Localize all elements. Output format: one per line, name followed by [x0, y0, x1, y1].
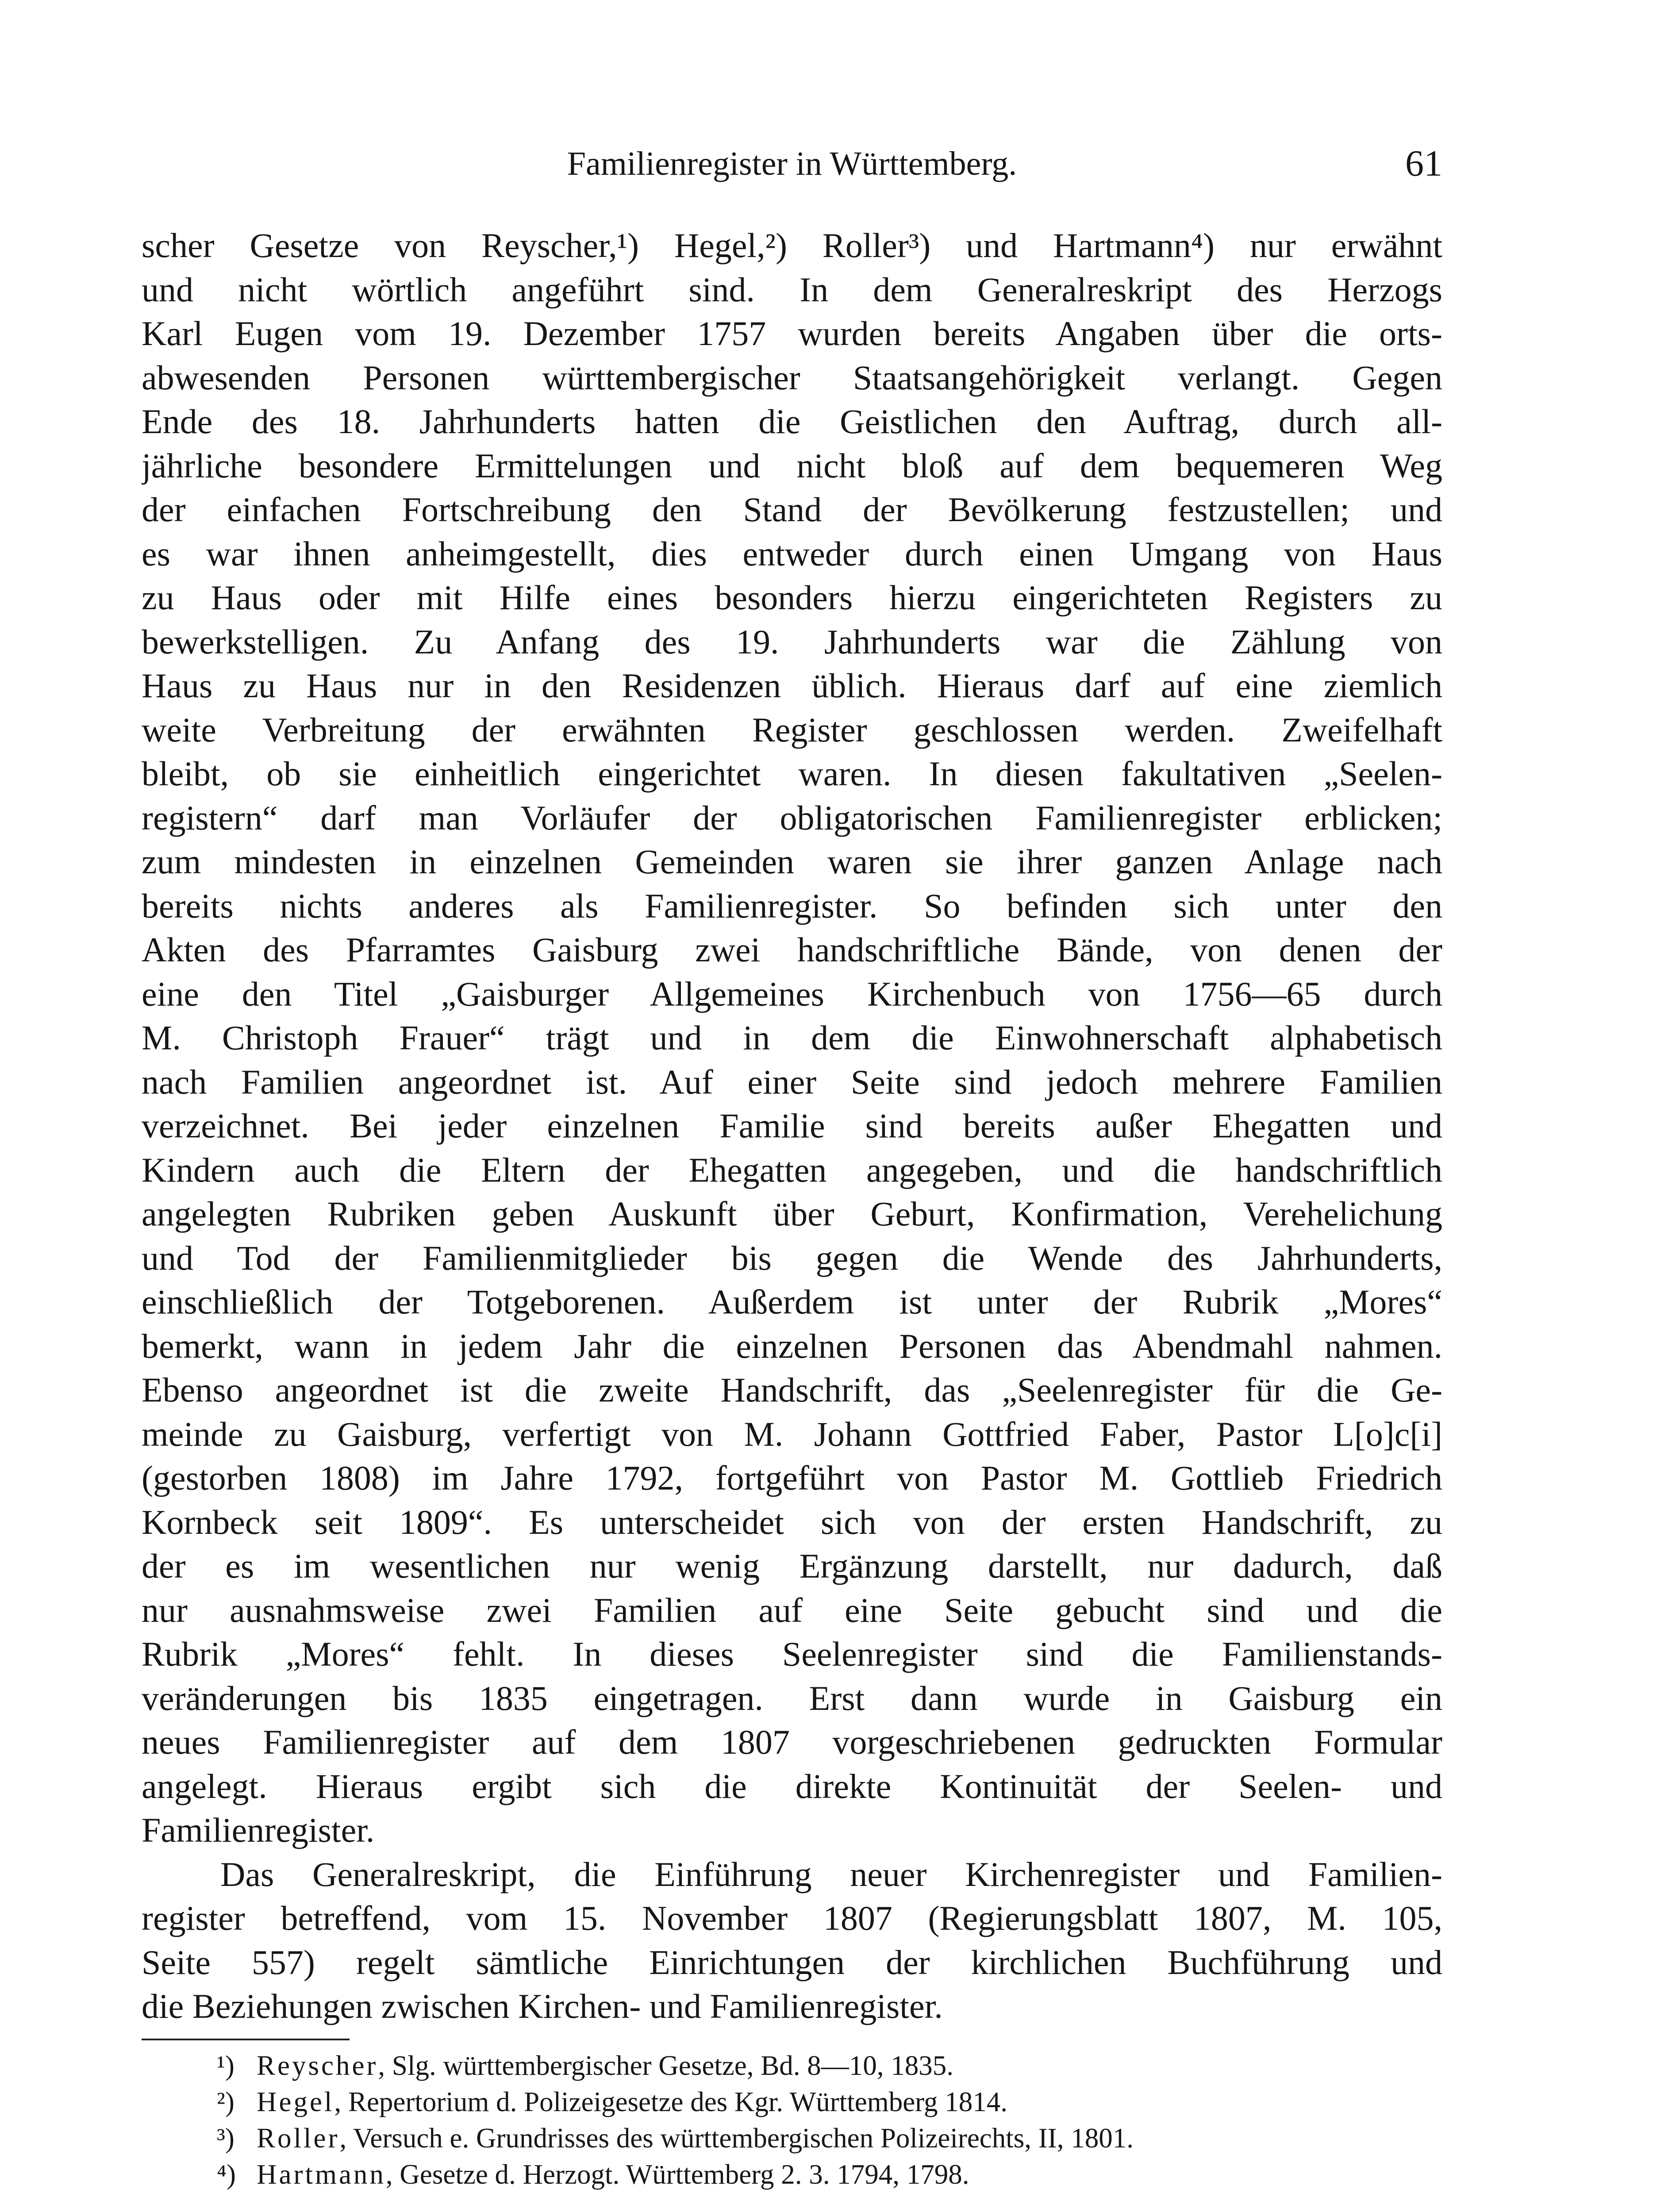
footnote: [217, 2120, 1456, 2156]
text-line: registern“ darf man Vorläufer der obligatorischen Familienregister erblicken;: [142, 798, 1442, 837]
text-line: zu Haus oder mit Hilfe eines besonders hierzu eingerichteten Registers zu: [142, 578, 1442, 617]
text-line: bemerkt, wann in jedem Jahr die einzelnen Personen das Abendmahl nahmen.: [142, 1326, 1442, 1365]
text-line: jährliche besondere Ermittelungen und nicht bloß auf dem bequemeren Weg: [142, 446, 1442, 485]
footnote-text: , Repertorium d. Polizeigesetze des Kgr. Württemberg 1814.: [334, 2086, 1008, 2117]
text-line: meinde zu Gaisburg, verfertigt von M. Johann Gottfried Faber, Pastor L[o]c[i]: [142, 1414, 1442, 1453]
footnote-author: Reyscher: [257, 2050, 378, 2081]
text-line: (gestorben 1808) im Jahre 1792, fortgeführt von Pastor M. Gottlieb Friedrich: [142, 1459, 1442, 1497]
footnote-text: , Slg. württembergischer Gesetze, Bd. 8—10, 1835.: [378, 2050, 954, 2081]
main-text: [142, 223, 1442, 2028]
text-line: und nicht wörtlich angeführt sind. In dem Generalreskript des Herzogs: [142, 270, 1442, 309]
text-line: Kindern auch die Eltern der Ehegatten angegeben, und die handschriftlich: [142, 1150, 1442, 1189]
text-line: scher Gesetze von Reyscher,¹) Hegel,²) Roller³) und Hartmann⁴) nur erwähnt: [142, 226, 1442, 265]
text-line: der einfachen Fortschreibung den Stand der Bevölkerung festzustellen; und: [142, 490, 1442, 529]
text-line: abwesenden Personen württembergischer Staatsangehörigkeit verlangt. Gegen: [142, 358, 1442, 397]
text-line: neues Familienregister auf dem 1807 vorgeschriebenen gedruckten Formular: [142, 1723, 1442, 1761]
text-line: der es im wesentlichen nur wenig Ergänzung darstellt, nur dadurch, daß: [142, 1547, 1442, 1585]
paragraph-start-line: Das Generalreskript, die Einführung neuer Kirchenregister und Familien-: [220, 1855, 1442, 1893]
footnote: [217, 2047, 1456, 2084]
footnotes: [217, 2047, 1456, 2193]
text-line: Seite 557) regelt sämtliche Einrichtungen der kirchlichen Buchführung und: [142, 1943, 1442, 1982]
footnote-author: Roller: [257, 2123, 340, 2154]
paragraph-end-line: die Beziehungen zwischen Kirchen- und Familienregister.: [142, 1987, 943, 2025]
text-line: angelegt. Hieraus ergibt sich die direkte Kontinuität der Seelen- und: [142, 1767, 1442, 1805]
running-head-title: Familienregister in Württemberg.: [567, 145, 1017, 182]
footnote-text: , Gesetze d. Herzogt. Württemberg 2. 3. 1794, 1798.: [385, 2159, 969, 2190]
text-line: verzeichnet. Bei jeder einzelnen Familie sind bereits außer Ehegatten und: [142, 1106, 1442, 1145]
paragraph-end-line: Familienregister.: [142, 1811, 375, 1849]
footnote-mark: ²): [217, 2086, 234, 2117]
page-number: 61: [1405, 143, 1442, 184]
text-line: nach Familien angeordnet ist. Auf einer Seite sind jedoch mehrere Familien: [142, 1062, 1442, 1101]
footnote-mark: ⁴): [217, 2159, 236, 2190]
text-line: angelegten Rubriken geben Auskunft über Geburt, Konfirmation, Verehelichung: [142, 1194, 1442, 1233]
running-head: [142, 139, 1442, 188]
text-line: Kornbeck seit 1809“. Es unterscheidet sich von der ersten Handschrift, zu: [142, 1502, 1442, 1541]
text-line: eine den Titel „Gaisburger Allgemeines Kirchenbuch von 1756—65 durch: [142, 974, 1442, 1013]
footnote-text: , Versuch e. Grundrisses des württembergischen Polizeirechts, II, 1801.: [339, 2123, 1134, 2154]
footnote: [217, 2156, 1456, 2193]
footnote-author: Hegel: [257, 2086, 334, 2117]
footnote-mark: ¹): [217, 2050, 234, 2081]
text-line: Ebenso angeordnet ist die zweite Handschrift, das „Seelenregister für die Ge-: [142, 1371, 1442, 1409]
text-line: Karl Eugen vom 19. Dezember 1757 wurden bereits Angaben über die orts-: [142, 314, 1442, 353]
footnote-separator: [142, 2039, 350, 2040]
text-line: weite Verbreitung der erwähnten Register geschlossen werden. Zweifelhaft: [142, 710, 1442, 749]
footnote-mark: ³): [217, 2123, 234, 2154]
text-line: bereits nichts anderes als Familienregister. So befinden sich unter den: [142, 886, 1442, 925]
footnote: [217, 2084, 1456, 2120]
text-line: es war ihnen anheimgestellt, dies entweder durch einen Umgang von Haus: [142, 534, 1442, 573]
text-line: zum mindesten in einzelnen Gemeinden waren sie ihrer ganzen Anlage nach: [142, 842, 1442, 881]
text-line: einschließlich der Totgeborenen. Außerdem ist unter der Rubrik „Mores“: [142, 1283, 1442, 1321]
text-line: Rubrik „Mores“ fehlt. In dieses Seelenregister sind die Familienstands-: [142, 1635, 1442, 1673]
text-line: register betreffend, vom 15. November 1807 (Regierungsblatt 1807, M. 105,: [142, 1899, 1442, 1937]
text-line: veränderungen bis 1835 eingetragen. Erst dann wurde in Gaisburg ein: [142, 1678, 1442, 1717]
text-line: Haus zu Haus nur in den Residenzen üblich. Hieraus darf auf eine ziemlich: [142, 666, 1442, 705]
text-line: nur ausnahmsweise zwei Familien auf eine Seite gebucht sind und die: [142, 1590, 1442, 1629]
footnote-author: Hartmann: [257, 2159, 386, 2190]
text-line: Ende des 18. Jahrhunderts hatten die Geistlichen den Auftrag, durch all-: [142, 402, 1442, 441]
text-line: und Tod der Familienmitglieder bis gegen die Wende des Jahrhunderts,: [142, 1238, 1442, 1277]
text-line: bewerkstelligen. Zu Anfang des 19. Jahrhunderts war die Zählung von: [142, 622, 1442, 661]
text-line: M. Christoph Frauer“ trägt und in dem die Einwohnerschaft alphabetisch: [142, 1018, 1442, 1057]
text-line: Akten des Pfarramtes Gaisburg zwei handschriftliche Bände, von denen der: [142, 930, 1442, 969]
text-line: bleibt, ob sie einheitlich eingerichtet waren. In diesen fakultativen „Seelen-: [142, 754, 1442, 793]
